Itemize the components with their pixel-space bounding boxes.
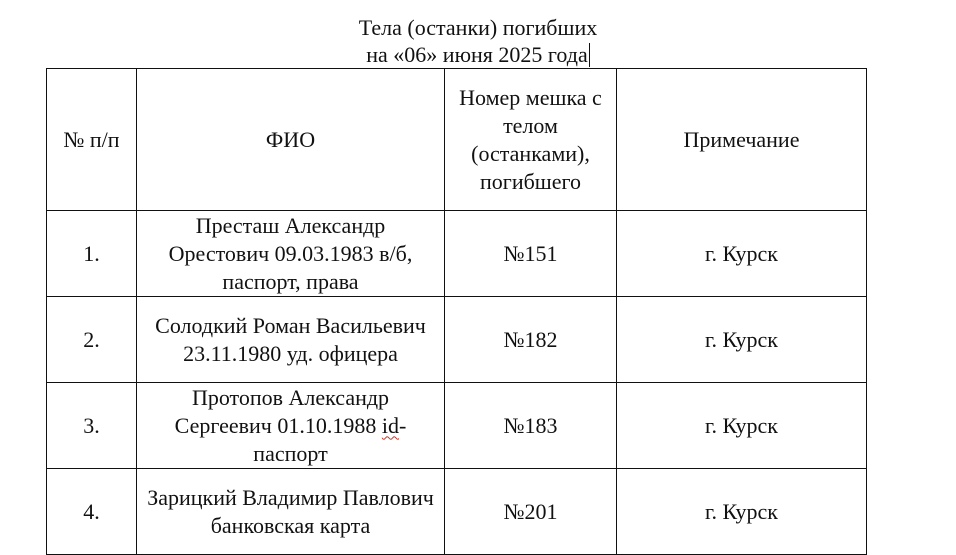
table-row — [47, 211, 867, 297]
cell-bag: №183 — [445, 383, 617, 469]
cell-num: 1. — [47, 211, 137, 297]
cell-fio: Зарицкий Владимир Павлович банковская карта — [137, 469, 445, 555]
cell-bag: №182 — [445, 297, 617, 383]
cell-num: 3. — [47, 383, 137, 469]
header-fio: ФИО — [137, 69, 445, 211]
header-note: Примечание — [617, 69, 867, 211]
cell-num: 2. — [47, 297, 137, 383]
cell-note: г. Курск — [617, 211, 867, 297]
records-table — [46, 68, 867, 555]
cell-note: г. Курск — [617, 383, 867, 469]
text-cursor — [589, 43, 590, 67]
cell-num: 4. — [47, 469, 137, 555]
title-line-1: Тела (останки) погибших — [358, 15, 598, 40]
fio-text-before: Протопов Александр Сергеевич 01.10.1988 — [174, 384, 390, 438]
spellcheck-marked-word: id — [381, 412, 399, 438]
cell-fio — [137, 383, 445, 469]
table-row — [47, 383, 867, 469]
title-line-2 — [0, 41, 956, 68]
cell-fio: Солодкий Роман Васильевич 23.11.1980 уд. офицера — [137, 297, 445, 383]
cell-note: г. Курск — [617, 297, 867, 383]
cell-note: г. Курск — [617, 469, 867, 555]
header-num: № п/п — [47, 69, 137, 211]
fio-text-after: -паспорт — [253, 412, 407, 466]
table-row — [47, 469, 867, 555]
cell-fio: Престаш Александр Орестович 09.03.1983 в/б, паспорт, права — [137, 211, 445, 297]
header-bag: Номер мешка с телом (останками), погибшего — [445, 69, 617, 211]
document-title — [0, 14, 956, 68]
table-row — [47, 297, 867, 383]
title-line-2-text: на «06» июня 2025 года — [366, 42, 588, 67]
cell-bag: №201 — [445, 469, 617, 555]
table-header-row — [47, 69, 867, 211]
cell-bag: №151 — [445, 211, 617, 297]
